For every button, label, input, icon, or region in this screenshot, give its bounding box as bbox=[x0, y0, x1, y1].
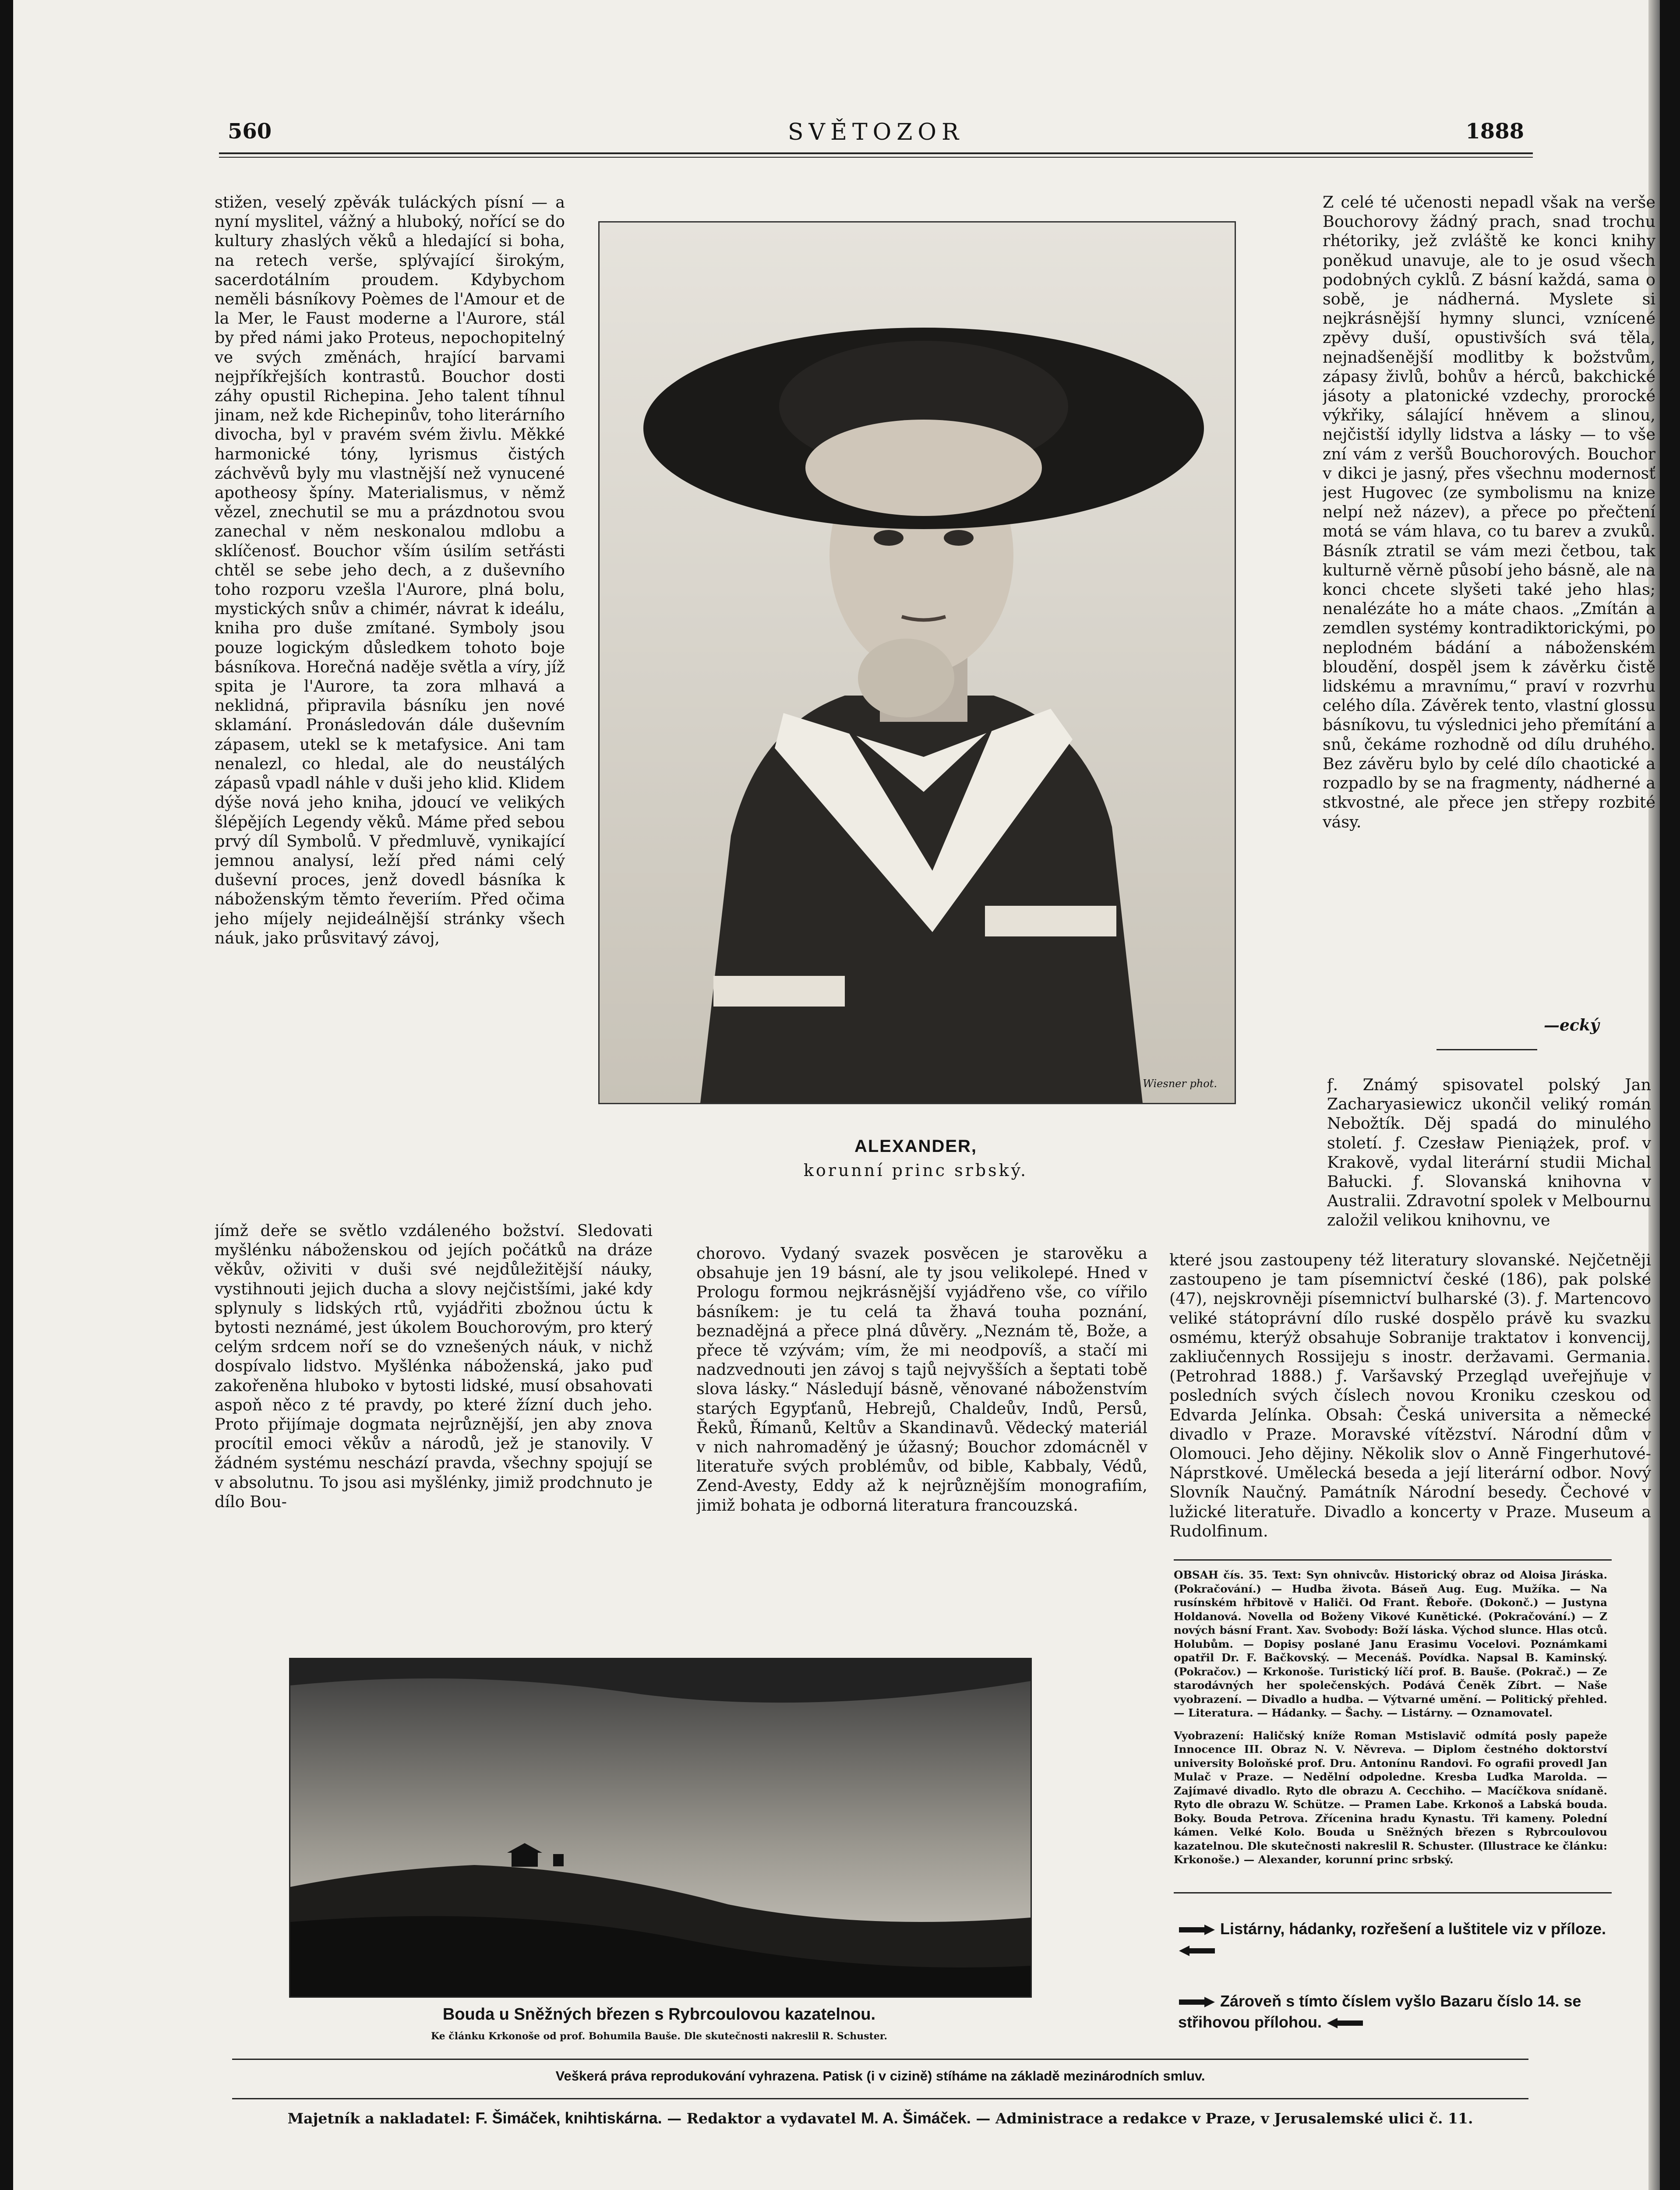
landscape-caption-title: Bouda u Sněžných březen s Rybrcoulovou kazatelnou. bbox=[442, 2005, 876, 2024]
pointing-hand-icon-2-end bbox=[1326, 2017, 1364, 2029]
portrait-illustration bbox=[598, 221, 1236, 1104]
article-text-left-lower: jímž deře se světlo vzdáleného božství. Sledovati myšlénku náboženskou od jejích počátků na dráze věkův, oživiti v duši své nejdůležitější náuky, vystihnouti jejich ducha a slovy nejčistšími, jaké kdy splynuly s lidských rtů, vyjádřiti zbožnou úctu k bytosti neznámé, jest úkolem Bouchorovým, pro který celým srdcem noří se do vznešených náuk, v nichž dospívalo lidstvo. Myšlénka náboženská, jako puď zakořeněna hluboko v bytosti lidské, musí obsahovati aspoň něco z té pravdy, po které žízní duch jeho. Proto přijímaje dogmata nejrůznější, jen aby znova procítil emoci věkův a národů, jež je stanovily. V žádném systému neschází pravda, všechny spojují se v absolutnu. To jsou asi myšlénky, jimiž prodchnuto je dílo Bou- bbox=[215, 1221, 653, 1511]
portrait-sleeve-band-right bbox=[985, 906, 1116, 936]
literary-notes-text: ƒ. Známý spisovatel polský Jan Zacharyasiewicz ukončil veliký román Nebožtík. Děj spadá do minulého století. ƒ. Czesław Pieniążek, prof. v Krakově, vydal literární studii Michal Bałucki. ƒ. Slovanská knihovna v Australii. Zdravotní spolek v Melbournu založil velikou knihovnu, ve bbox=[1327, 1075, 1651, 1230]
portrait-eye-left bbox=[874, 530, 904, 546]
pointing-hand-icon-end bbox=[1178, 1945, 1216, 1957]
notice-bazar-text: Zároveň s tímto číslem vyšlo Bazaru číslo 14. se střihovou přílohou. bbox=[1178, 1992, 1581, 2031]
notice-supplement-text: Listárny, hádanky, rozřešení a luštitele viz v příloze. bbox=[1220, 1920, 1606, 1938]
contents-illustrations: Vyobrazení: Haličský kníže Roman Mstislavič odmítá posly papeže Innocence III. Obraz N. V. Něvreva. — Diplom čestného doktorství university Boloňské prof. Dru. Antonínu Randovi. Fo ografii provedl Jan Mulač v Praze. — Nedělní odpoledne. Kresba Luďka Marolda. — Zajímavé divadlo. Ryto dle obrazu A. Cecchiho. — Macíčkova snídaně. Ryto dle obrazu W. Schütze. — Pramen Labe. Krkonoš a Labská bouda. Boky. Bouda Petrova. Zřícenina hradu Kynastu. Tři kameny. Polední kámen. Velké Kolo. Bouda u Sněžných březen s Rybrcoulovou kazatelnou. Dle skutečnosti nakreslil R. Schuster. (Illustrace ke článku: Krkonoše.) — Alexander, korunní princ srbský. bbox=[1174, 1729, 1607, 1866]
portrait-caption-subtitle: korunní princ srbský. bbox=[803, 1161, 1028, 1180]
notes-separator bbox=[1436, 1049, 1537, 1050]
footer-editor-name: M. A. Šimáček. bbox=[861, 2109, 971, 2127]
portrait-engraving bbox=[600, 223, 1235, 1103]
literary-notes-wide bbox=[1169, 1250, 1651, 1566]
article-column-left-lower bbox=[215, 1221, 653, 1620]
footer-rights: Veškerá práva reprodukování vyhrazena. Patisk (i v cizině) stíháme na základě mezinárodních smluv. bbox=[555, 2068, 1205, 2084]
footer-rule-mid bbox=[232, 2098, 1528, 2099]
landscape-hut bbox=[512, 1852, 538, 1867]
notice-supplement bbox=[1178, 1918, 1612, 1960]
article-signature: —ecký bbox=[1544, 1016, 1599, 1035]
publication-year: 1888 bbox=[1465, 119, 1524, 144]
portrait-artist-signature: Wiesner phot. bbox=[1143, 1077, 1217, 1090]
landscape-engraving bbox=[290, 1659, 1031, 1996]
page-number: 560 bbox=[228, 119, 272, 144]
landscape-illustration bbox=[289, 1658, 1032, 1998]
portrait-caption-title: ALEXANDER, bbox=[854, 1137, 978, 1156]
contents-obsah: OBSAH čís. 35. Text: Syn ohnivcův. Historický obraz od Aloisa Jiráska. (Pokračování.) — Hudba života. Báseň Aug. Eug. Mužíka. — Na rusínském hřbitově v Haliči. Od Frant. Řeboře. (Dokonč.) — Justyna Holdanová. Novella od Boženy Vikové Kunětické. (Pokračování.) — Z nových básní Frant. Xav. Svobody: Boží láska. Východ slunce. Hlas otců. Holubům. — Dopisy poslané Janu Erasimu Vocelovi. Poznámkami opatřil Dr. F. Bačkovský. — Mecenáš. Povídka. Napsal B. Kaminský. (Pokračov.) — Krkonoše. Turistický líčí prof. B. Bauše. (Pokrač.) — Ze starodávných her společenských. Podává Čeněk Zíbrt. — Naše vyobrazení. — Divadlo a hudba. — Výtvarné umění. — Politický přehled. — Literatura. — Hádanky. — Šachy. — Listárny. — Oznamovatel. bbox=[1174, 1568, 1607, 1719]
portrait-sleeve-band-left bbox=[713, 976, 845, 1007]
article-text-right: Z celé té učenosti nepadl však na verše Bouchorovy žádný prach, snad trochu rhétoriky, jež zvláště ke konci knihy poněkud unavuje, ale to je osud všech podobných cyklů. Z básní každá, sama o sobě, je nádherná. Myslete si nejkrásnější hymny slunci, vznícené zpěvy duší, opustivších svá těla, nejnadšenější modlitby k božstvům, zápasy živlů, bohův a hérců, bakchické jásoty a platonické vzdechy, prorocké výkřiky, sálající hněvem a slinou, nejčistší idylly lidstva a lásky — to vše zní vám z veršů Bouchorových. Bouchor v dikci je jasný, přes všechnu modernosť jest Hugovec (ze symbolismu na knize nelpí než název), a přece po přečtení motá se vám hlava, co tu barev a zvuků. Básník ztratil se vám mezi četbou, tak kulturně věrně působí jeho básně, ale na konci chcete slyšeti také jeho hlas; nenalézáte ho a máte chaos. „Zmítán a zemdlen systémy kontradiktorickými, po neplodném bádání a náboženském bloudění, dospěl jsem k závěrku čistě lidskému a mravnímu,“ praví v rozvrhu celého díla. Závěrek tento, vlastní glossu básníkovu, tu výslednici jeho přemítání a snů, čekáme rozhodně od dílu druhého. Bez závěru bylo by celé dílo chaotické a rozpadlo by se na fragmenty, nádherné a stkvostné, ale přece jen střepy rozbité vásy. bbox=[1323, 193, 1655, 831]
masthead-title: SVĚTOZOR bbox=[787, 119, 964, 145]
literary-notes-narrow bbox=[1327, 1075, 1651, 1250]
pointing-hand-icon bbox=[1178, 1924, 1216, 1936]
footer-rule-top bbox=[232, 2059, 1528, 2060]
footer-admin: — Administrace a redakce v Praze, v Jerusalemské ulici č. 11. bbox=[976, 2110, 1473, 2127]
literary-notes-text-wide: které jsou zastoupeny též literatury slovanské. Nejčetněji zastoupeno je tam písemnictví české (186), pak polské (47), nejskrovněji písemnictví bulharské (3). ƒ. Martencovo veliké státoprávní dílo ruské dospělo právě ku svazku osmému, kterýž obsahuje Sobranije traktatov i konvencij, zakliučennych Rossijeju s inostr. deržavami. Germania. (Petrohrad 1888.) ƒ. Varšavský Przegląd uveřejňuje v posledních svých číslech novou Kroniku czeskou od Edvarda Jelínka. Obsah: Česká universita a německé divadlo v Praze. Moravské vítězství. Národní dům v Olomouci. Jeho dějiny. Několik slov o Anně Fingerhutové-Náprstkové. Umělecká beseda a její literární odbor. Nový Slovník Naučný. Památník Národní besedy. Čechové v lužické literatuře. Divadlo a koncerty v Praze. Museum a Rudolfinum. bbox=[1169, 1250, 1651, 1540]
article-text-middle: chorovo. Vydaný svazek posvěcen je starověku a obsahuje jen 19 básní, ale ty jsou velikolepé. Hned v Prologu formou nejkrásnější vyjádřeno vše, co vířilo básníkem: je tu celá ta žhavá touha poznání, beznadějná a přece plná důvěry. „Neznám tě, Bože, a přece tě vzývám; vím, že mi neodpovíš, a stačí mi nadzvednouti jen závoj s tajů nejvyšších a šeptati tobě slova lásky.“ Následují básně, věnované náboženstvím starých Egypťanů, Hebrejů, Chaldeův, Indů, Persů, Řeků, Římanů, Keltův a Skandinavů. Vědecký materiál v nich nahromaděný je úžasný; Bouchor zdomácněl v literatuře svých problémův, od bible, Kabbaly, Védů, Zend-Avesty, Eddy až k nejrůznějším monografiím, jimiž bohata je odborná literatura francouzská. bbox=[696, 1244, 1147, 1515]
footer-editor-prefix: — Redaktor a vydavatel bbox=[667, 2110, 856, 2127]
contents-rule-top bbox=[1174, 1559, 1612, 1561]
portrait-eye-right bbox=[944, 530, 974, 546]
article-column-right bbox=[1323, 193, 1655, 1038]
article-column-middle bbox=[696, 1244, 1147, 1616]
pointing-hand-icon-2 bbox=[1178, 1996, 1216, 2008]
portrait-hat-opening bbox=[805, 420, 1042, 516]
article-column-left bbox=[215, 193, 565, 1221]
notice-bazar bbox=[1178, 1991, 1612, 2033]
header-rule bbox=[219, 152, 1533, 154]
newspaper-page bbox=[13, 0, 1660, 2190]
issue-contents bbox=[1174, 1568, 1607, 1876]
landscape-rock bbox=[553, 1854, 564, 1866]
portrait-hand bbox=[858, 639, 954, 717]
contents-rule-bottom bbox=[1174, 1892, 1612, 1893]
footer-imprint bbox=[232, 2109, 1528, 2127]
page-header bbox=[228, 115, 1524, 154]
header-rule-thin bbox=[219, 157, 1533, 158]
landscape-caption-subtitle: Ke článku Krkonoše od prof. Bohumila Bauše. Dle skutečnosti nakreslil R. Schuster. bbox=[431, 2031, 887, 2042]
footer-owner-prefix: Majetník a nakladatel: bbox=[287, 2110, 470, 2127]
footer-owner-name: F. Šimáček, knihtiskárna. bbox=[475, 2109, 662, 2127]
article-text-left: stižen, veselý zpěvák tuláckých písní — a nyní myslitel, vážný a hluboký, nořící se do kultury zhaslých věků a hledající si boha, na retech verše, splývající širokým, sacerdotálním proudem. Kdybychom neměli básníkovy Poèmes de l'Amour et de la Mer, le Faust moderne a l'Aurore, stál by před námi jako Proteus, nepochopitelný ve svých změnách, hrající barvami nejpříkřejších kontrastů. Bouchor dosti záhy opustil Richepina. Jeho talent tíhnul jinam, než kde Richepinův, toho literárního divocha, byl v pravém svém živlu. Měkké harmonické tóny, lyrismus čistých záchvěvů byly mu vlastnější než vynucené apotheosy špíny. Materialismus, v němž vězel, znechutil se mu a prázdnotou svou zanechal v něm neskonalou mdlobu a sklíčenosť. Bouchor vším úsilím setřásti chtěl se sebe jeho dech, a z duševního toho rozporu vzešla l'Aurore, plná bolu, mystických snův a chimér, návrat k ideálu, kniha pro duše zmítané. Symboly jsou pouze logickým důsledkem tohoto boje básníkova. Horečná naděje světla a víry, jíž spita je l'Aurore, ta zora mlhavá a neklidná, připravila básníku jen nové sklamání. Pronásledován dále duševním zápasem, utekl se k metafysice. Ani tam nenalezl, co hledal, ale do neustálých zápasů vpadl náhle v duši jeho klid. Klidem dýše nová jeho kniha, jdoucí ve velikých šlépějích Legendy věků. Máme před sebou prvý díl Symbolů. V předmluvě, vynikající jemnou analysí, leží před námi celý duševní proces, jenž dovedl básníka k náboženským těmto řeveriím. Před očima jeho míjely nejideálnější stránky všech náuk, jako průsvitavý závoj, bbox=[215, 193, 565, 947]
